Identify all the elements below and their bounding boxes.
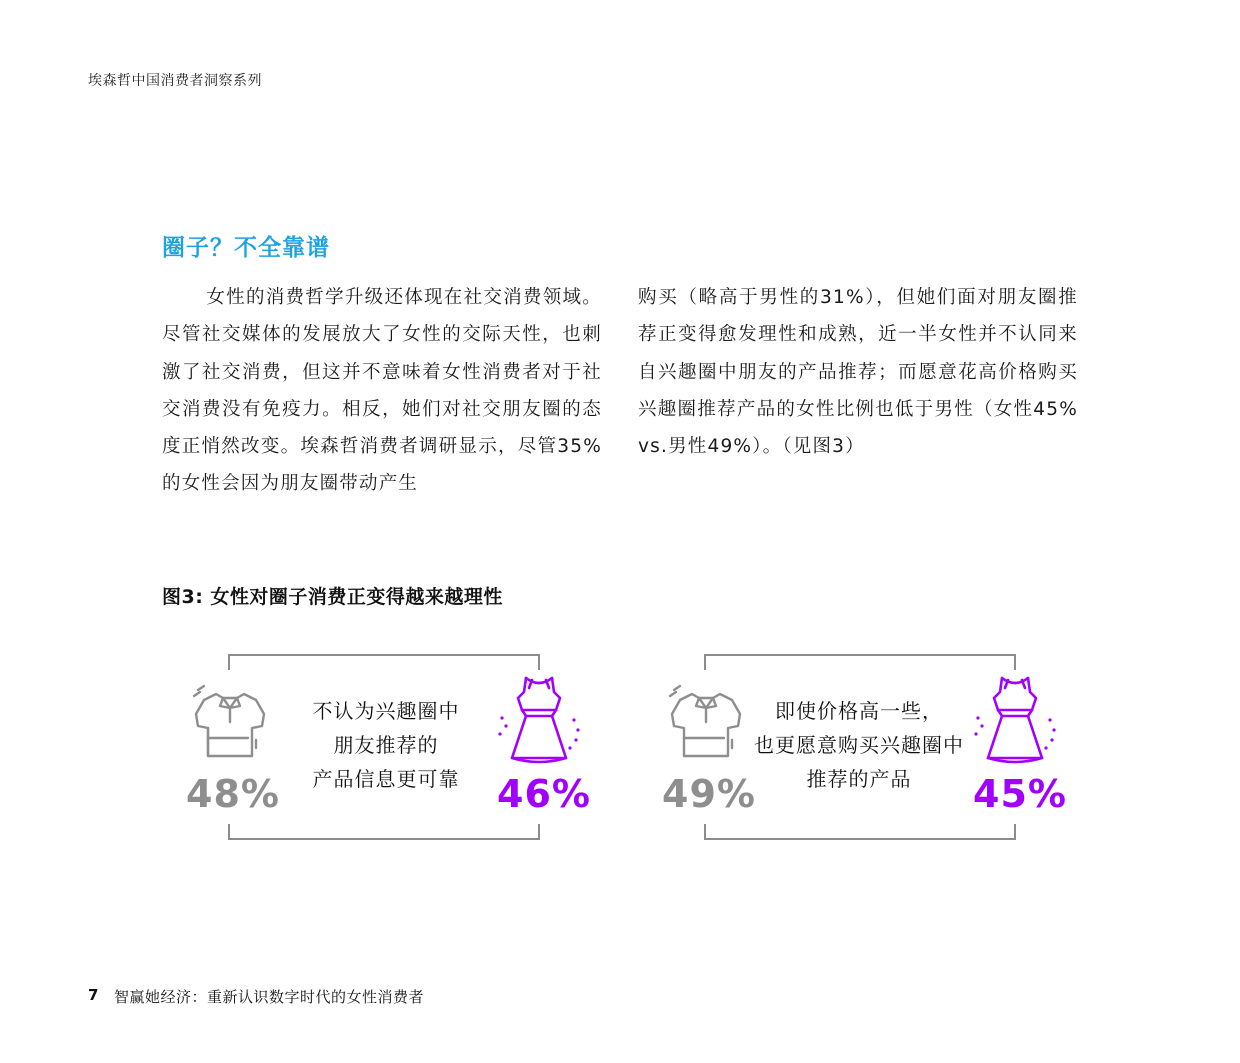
statement-line: 即使价格高一些，: [775, 699, 943, 723]
figure-caption: 图3: 女性对圈子消费正变得越来越理性: [162, 586, 503, 608]
statement-line: 不认为兴趣圈中: [312, 699, 460, 723]
series-title: 埃森哲中国消费者洞察系列: [88, 73, 262, 89]
body-text-left-column: [162, 279, 602, 503]
dress-icon: [972, 674, 1058, 768]
statement-line: 推荐的产品: [806, 767, 912, 791]
men-percent: 49%: [662, 772, 756, 816]
statement-line: 朋友推荐的: [333, 733, 439, 757]
page-number: 7: [88, 986, 99, 1004]
women-percent: 46%: [497, 772, 591, 816]
bracket-bottom: [704, 824, 1016, 840]
body-paragraph-left: 女性的消费哲学升级还体现在社交消费领域。尽管社交媒体的发展放大了女性的交际天性，也刺激了社交消费，但这并不意味着女性消费者对于社交消费没有免疫力。相反，她们对社交朋友圈的态度正悄然改变。埃森哲消费者调研显示，尽管35%的女性会因为朋友圈带动产生: [162, 287, 602, 495]
bracket-top: [704, 654, 1016, 670]
shirt-icon: [666, 684, 746, 764]
bracket-top: [228, 654, 540, 670]
men-percent: 48%: [186, 772, 280, 816]
infographic-panel-1: [186, 654, 626, 840]
bracket-bottom: [228, 824, 540, 840]
shirt-icon: [190, 684, 270, 764]
dress-icon: [496, 674, 582, 768]
publication-title: 智赢她经济：重新认识数字时代的女性消费者: [114, 988, 425, 1006]
women-percent: 45%: [973, 772, 1067, 816]
panel-statement: [738, 694, 980, 796]
panel-statement: [286, 694, 486, 796]
statement-line: 产品信息更可靠: [312, 767, 460, 791]
body-paragraph-right: 购买（略高于男性的31%），但她们面对朋友圈推荐正变得愈发理性和成熟，近一半女性并不认同来自兴趣圈中朋友的产品推荐；而愿意花高价格购买兴趣圈推荐产品的女性比例也低于男性（女性45% vs.男性49%）。（见图3）: [638, 287, 1078, 458]
body-text-right-column: [638, 279, 1078, 465]
section-heading: 圈子？不全靠谱: [162, 235, 330, 261]
infographic-panel-2: [662, 654, 1102, 840]
statement-line: 也更愿意购买兴趣圈中: [754, 733, 964, 757]
